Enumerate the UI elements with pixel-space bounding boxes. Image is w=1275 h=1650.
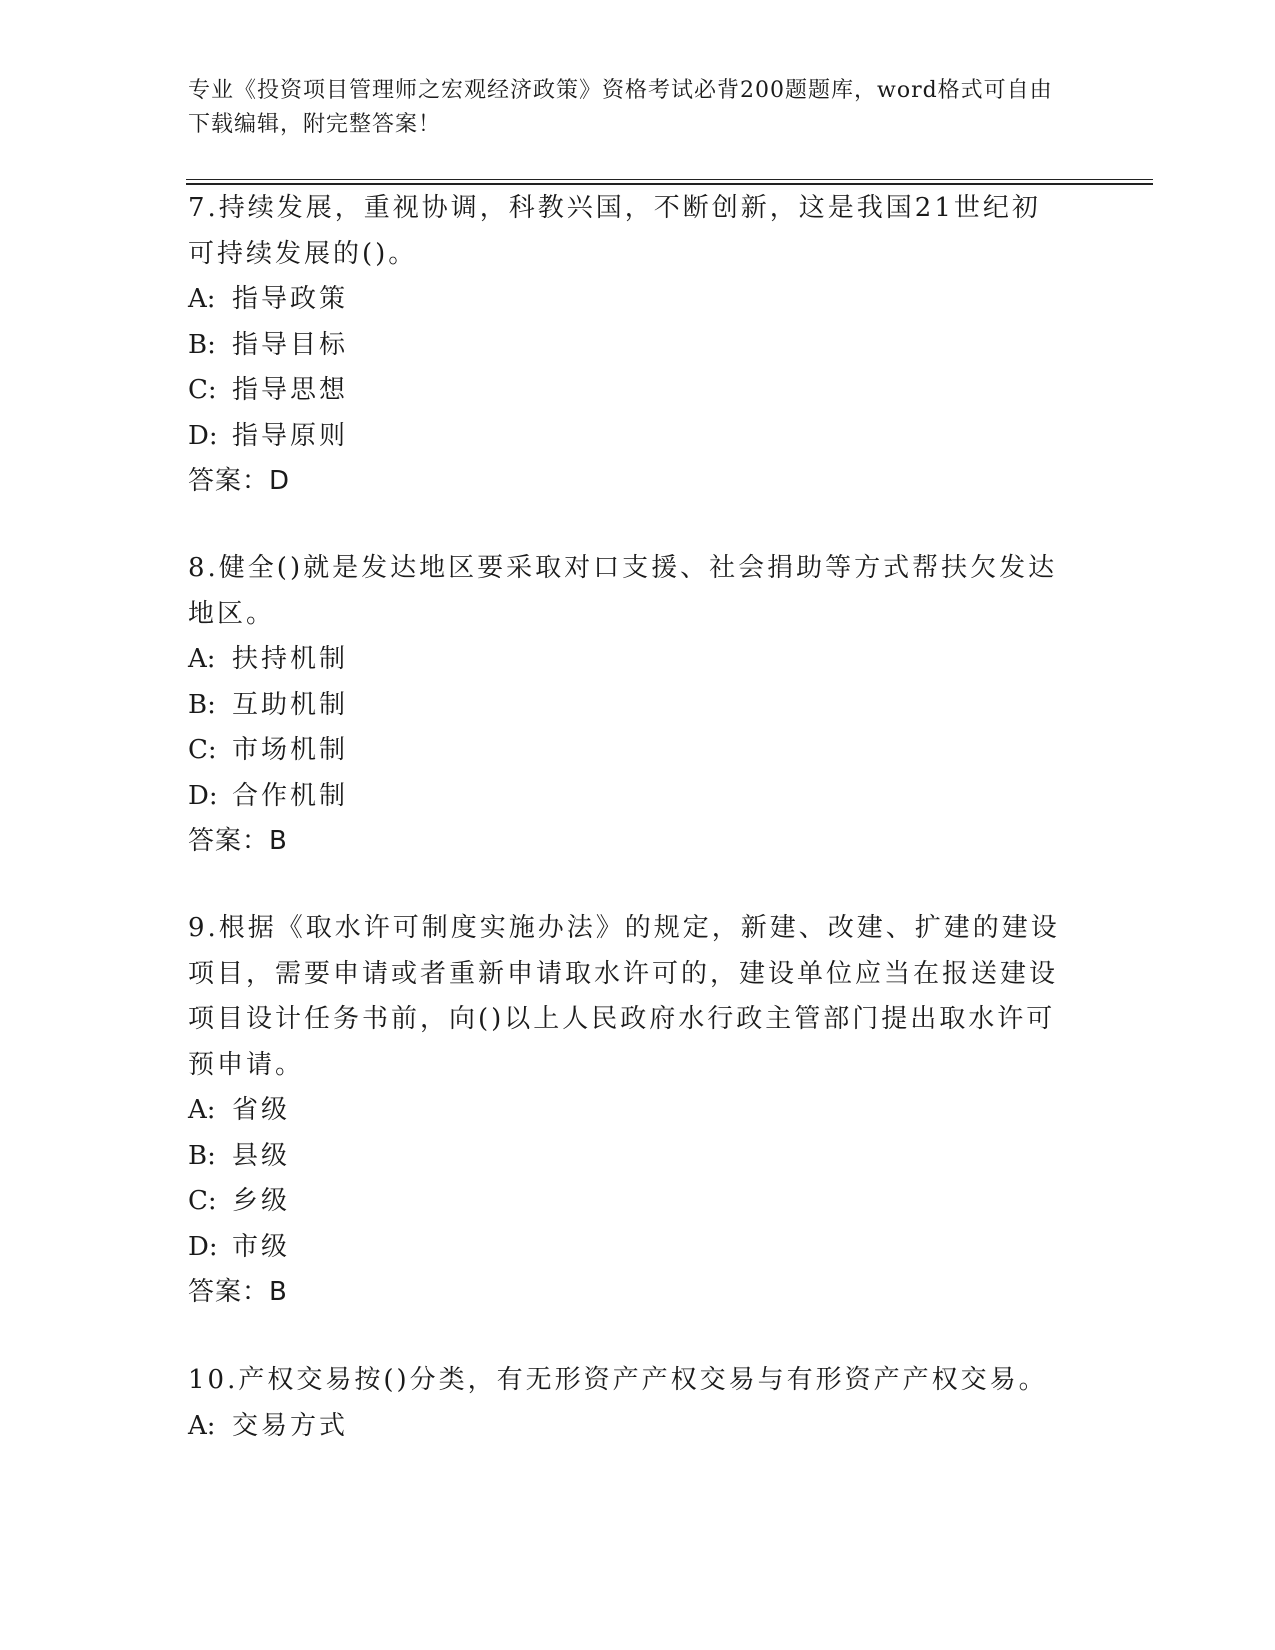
question-8 [188, 546, 1068, 865]
option-text: 互助机制 [232, 689, 349, 720]
option-letter: C: [188, 375, 217, 405]
question-text: 8.健全()就是发达地区要采取对口支援、社会捐助等方式帮扶欠发达地区。 [188, 553, 1058, 629]
option-c [188, 368, 1068, 414]
option-a [188, 1088, 1068, 1134]
option-a [188, 277, 1068, 323]
option-a [188, 1404, 1068, 1450]
option-text: 指导原则 [232, 420, 349, 451]
option-text: 指导政策 [232, 284, 349, 314]
question-text: 9.根据《取水许可制度实施办法》的规定，新建、改建、扩建的建设项目，需要申请或者重新申请取水许可的，建设单位应当在报送建设项目设计任务书前，向()以上人民政府水行政主管部门提出取水许可预申请。 [188, 913, 1060, 1080]
option-letter: B: [188, 689, 216, 720]
option-letter: C: [188, 735, 217, 765]
option-b [188, 683, 1068, 729]
option-c [188, 728, 1068, 774]
question-text: 7.持续发展，重视协调，科教兴国，不断创新，这是我国21世纪初可持续发展的()。 [188, 193, 1041, 269]
option-text: 乡级 [232, 1186, 291, 1216]
option-text: 扶持机制 [232, 644, 349, 674]
answer-line: 答案：D [188, 466, 291, 496]
option-letter: A: [188, 284, 216, 314]
question-10 [188, 1358, 1068, 1449]
question-text: 10.产权交易按()分类，有无形资产产权交易与有形资产产权交易。 [188, 1365, 1048, 1395]
answer-line: 答案：B [188, 826, 288, 856]
option-letter: B: [188, 329, 216, 360]
option-text: 交易方式 [232, 1410, 349, 1441]
option-letter: C: [188, 1186, 217, 1216]
option-letter: A: [188, 644, 216, 674]
option-c [188, 1179, 1068, 1225]
header-divider-thick [186, 183, 1153, 185]
question-9 [188, 906, 1068, 1316]
option-b [188, 1134, 1068, 1180]
option-letter: A: [188, 1095, 216, 1125]
option-letter: D: [188, 780, 218, 811]
document-header: 专业《投资项目管理师之宏观经济政策》资格考试必背200题题库，word格式可自由下载编辑，附完整答案！ [188, 78, 1053, 137]
option-text: 市场机制 [232, 735, 349, 765]
option-text: 指导目标 [232, 329, 349, 360]
option-text: 省级 [232, 1095, 291, 1125]
header-divider-thin [186, 179, 1153, 180]
option-text: 市级 [232, 1231, 291, 1262]
option-text: 指导思想 [232, 375, 349, 405]
option-letter: D: [188, 420, 218, 451]
question-7 [188, 186, 1068, 505]
option-letter: D: [188, 1231, 218, 1262]
option-d [188, 1225, 1068, 1271]
option-a [188, 637, 1068, 683]
option-b [188, 323, 1068, 369]
option-d [188, 414, 1068, 460]
option-text: 县级 [232, 1140, 291, 1171]
option-letter: B: [188, 1140, 216, 1171]
answer-line: 答案：B [188, 1277, 288, 1307]
option-letter: A: [188, 1410, 216, 1441]
option-d [188, 774, 1068, 820]
option-text: 合作机制 [232, 780, 349, 811]
